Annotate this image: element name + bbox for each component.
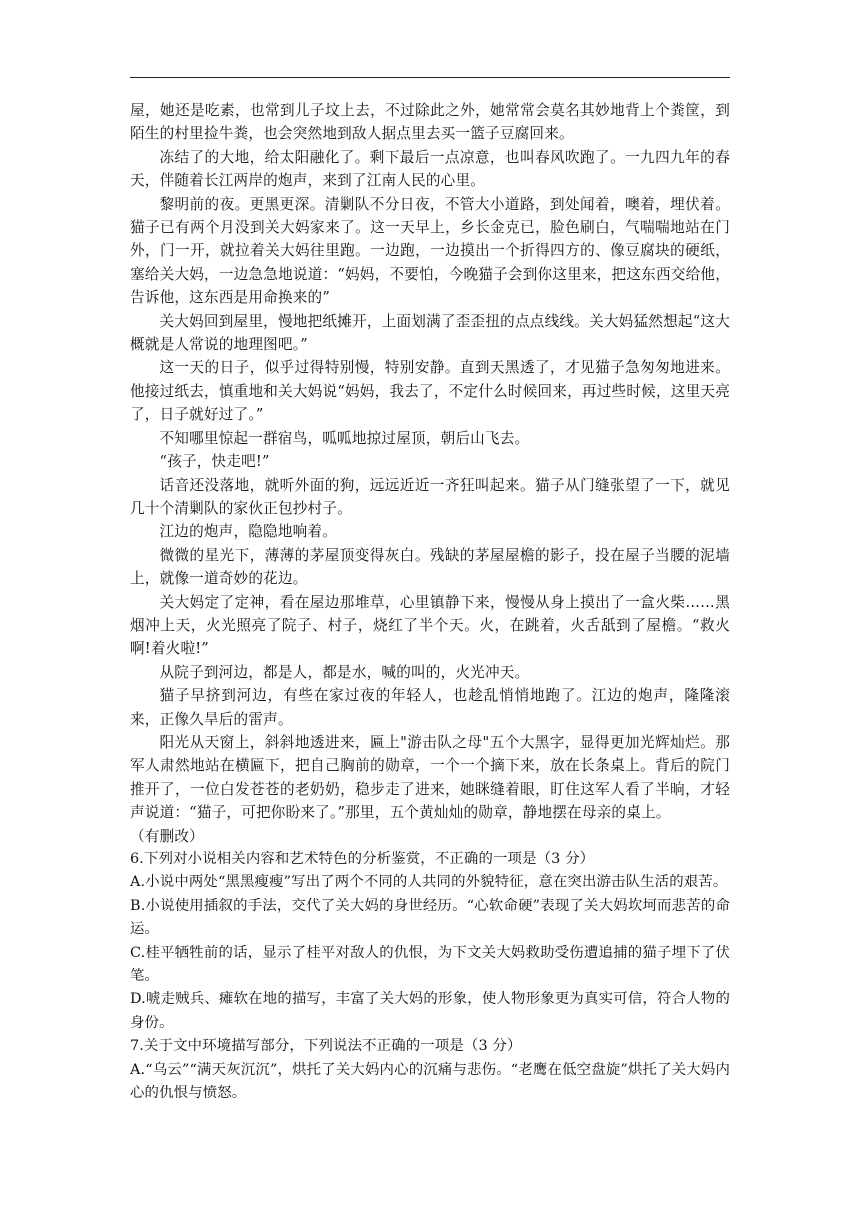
question-7-stem: 7.关于文中环境描写部分，下列说法不正确的一项是（3 分） (130, 1038, 522, 1055)
question-6-stem: 6.下列对小说相关内容和艺术特色的分析鉴赏，不正确的一项是（3 分） (130, 851, 595, 867)
header-rule (130, 77, 730, 78)
story-paragraph: 屋，她还是吃素，也常到儿子坟上去，不过除此之外，她常常会莫名其妙地背上个粪筐，到陌生的村里捡牛粪，也会突然地到敌人据点里去买一篮子豆腐回来。 (130, 102, 730, 143)
story-paragraph: 关大妈定了定神，看在屋边那堆草，心里镇静下来，慢慢从身上摸出了一盒火柴……黑烟冲上天，火光照亮了院子、村子，烧红了半个天。火，在跳着，火舌舐到了屋檐。“救火啊!着火啦!” (130, 593, 730, 658)
story-paragraph: 话音还没落地，就听外面的狗，远远近近一齐狂叫起来。猫子从门缝张望了一下，就见几十个清剿队的家伙正包抄村子。 (130, 476, 730, 517)
question-6-option-c: C.桂平牺牲前的话，显示了桂平对敌人的仇恨，为下文关大妈救助受伤遭追捕的猫子埋下了伏笔。 (130, 944, 730, 985)
story-paragraph: 这一天的日子，似乎过得特别慢，特别安静。直到天黑透了，才见猫子急匆匆地进来。他接过纸去，慎重地和关大妈说“妈妈，我去了，不定什么时候回来，再过些时候，这里天亮了，日子就好过了。” (130, 359, 730, 424)
story-paragraph: 冻结了的大地，给太阳融化了。剩下最后一点凉意，也叫春风吹跑了。一九四九年的春天，伴随着长江两岸的炮声，来到了江南人民的心里。 (130, 148, 730, 190)
story-paragraph: “孩子，快走吧!” (159, 453, 270, 471)
story-paragraph: 阳光从天窗上，斜斜地透进来，匾上"游击队之母"五个大黑字，显得更加光辉灿烂。那军人肃然地站在横匾下，把自己胸前的勋章，一个一个摘下来，放在长条桌上。背后的院门推开了，一位白发苍苍的老奶奶，稳步走了进来，她眯缝着眼，盯住这军人看了半晌，才轻声说道：“猫子，可把你盼来了。”那里，五个黄灿灿的勋章，静地摆在母亲的桌上。 (130, 733, 730, 822)
story-paragraph: 从院子到河边，都是人，都是水，喊的叫的，火光冲天。 (159, 663, 530, 681)
question-6-option-b: B.小说使用插叙的手法，交代了关大妈的身世经历。“心软命硬”表现了关大妈坎坷而悲苦的命运。 (130, 897, 730, 938)
document-body (130, 99, 730, 1105)
source-note: （有删改） (130, 827, 204, 845)
question-6-option-d: D.唬走贼兵、瘫软在地的描写，丰富了关大妈的形象，使人物形象更为真实可信，符合人物的身份。 (130, 991, 730, 1031)
question-6-option-a: A.小说中两处“黑黑瘦瘦”写出了两个不同的人共同的外貌特征，意在突出游击队生活的艰苦。 (130, 874, 728, 891)
story-paragraph: 不知哪里惊起一群宿鸟，呱呱地掠过屋顶，朝后山飞去。 (159, 429, 530, 447)
story-paragraph: 黎明前的夜。更黑更深。清剿队不分日夜，不管大小道路，到处闻着，噢着，埋伏着。猫子已有两个月没到关大妈家来了。这一天早上，乡长金克已，脸色刷白，气喘喘地站在门外，门一开，就拉着关大妈往里跑。一边跑，一边摸出一个折得四方的、像豆腐块的硬纸，塞给关大妈，一边急急地说道：“妈妈，不要怕，今晚猫子会到你这里来，把这东西交给他，告诉他，这东西是用命换来的” (130, 195, 730, 307)
story-paragraph: 关大妈回到屋里，慢地把纸摊开，上面划满了歪歪扭的点点线线。关大妈猛然想起“这大概就是人常说的地理图吧。” (130, 312, 730, 354)
question-7-option-a: A.“乌云”“满天灰沉沉”，烘托了关大妈内心的沉痛与悲伤。“老鹰在低空盘旋”烘托了关大妈内心的仇恨与愤怒。 (130, 1061, 730, 1102)
story-paragraph: 猫子早挤到河边，有些在家过夜的年轻人，也趁乱悄悄地跑了。江边的炮声，隆隆滚来，正像久旱后的雷声。 (130, 687, 730, 728)
story-paragraph: 微微的星光下，薄薄的茅屋顶变得灰白。残缺的茅屋屋檐的影子，投在屋子当腰的泥墙上，就像一道奇妙的花边。 (130, 546, 730, 588)
story-paragraph: 江边的炮声，隐隐地响着。 (159, 523, 338, 541)
